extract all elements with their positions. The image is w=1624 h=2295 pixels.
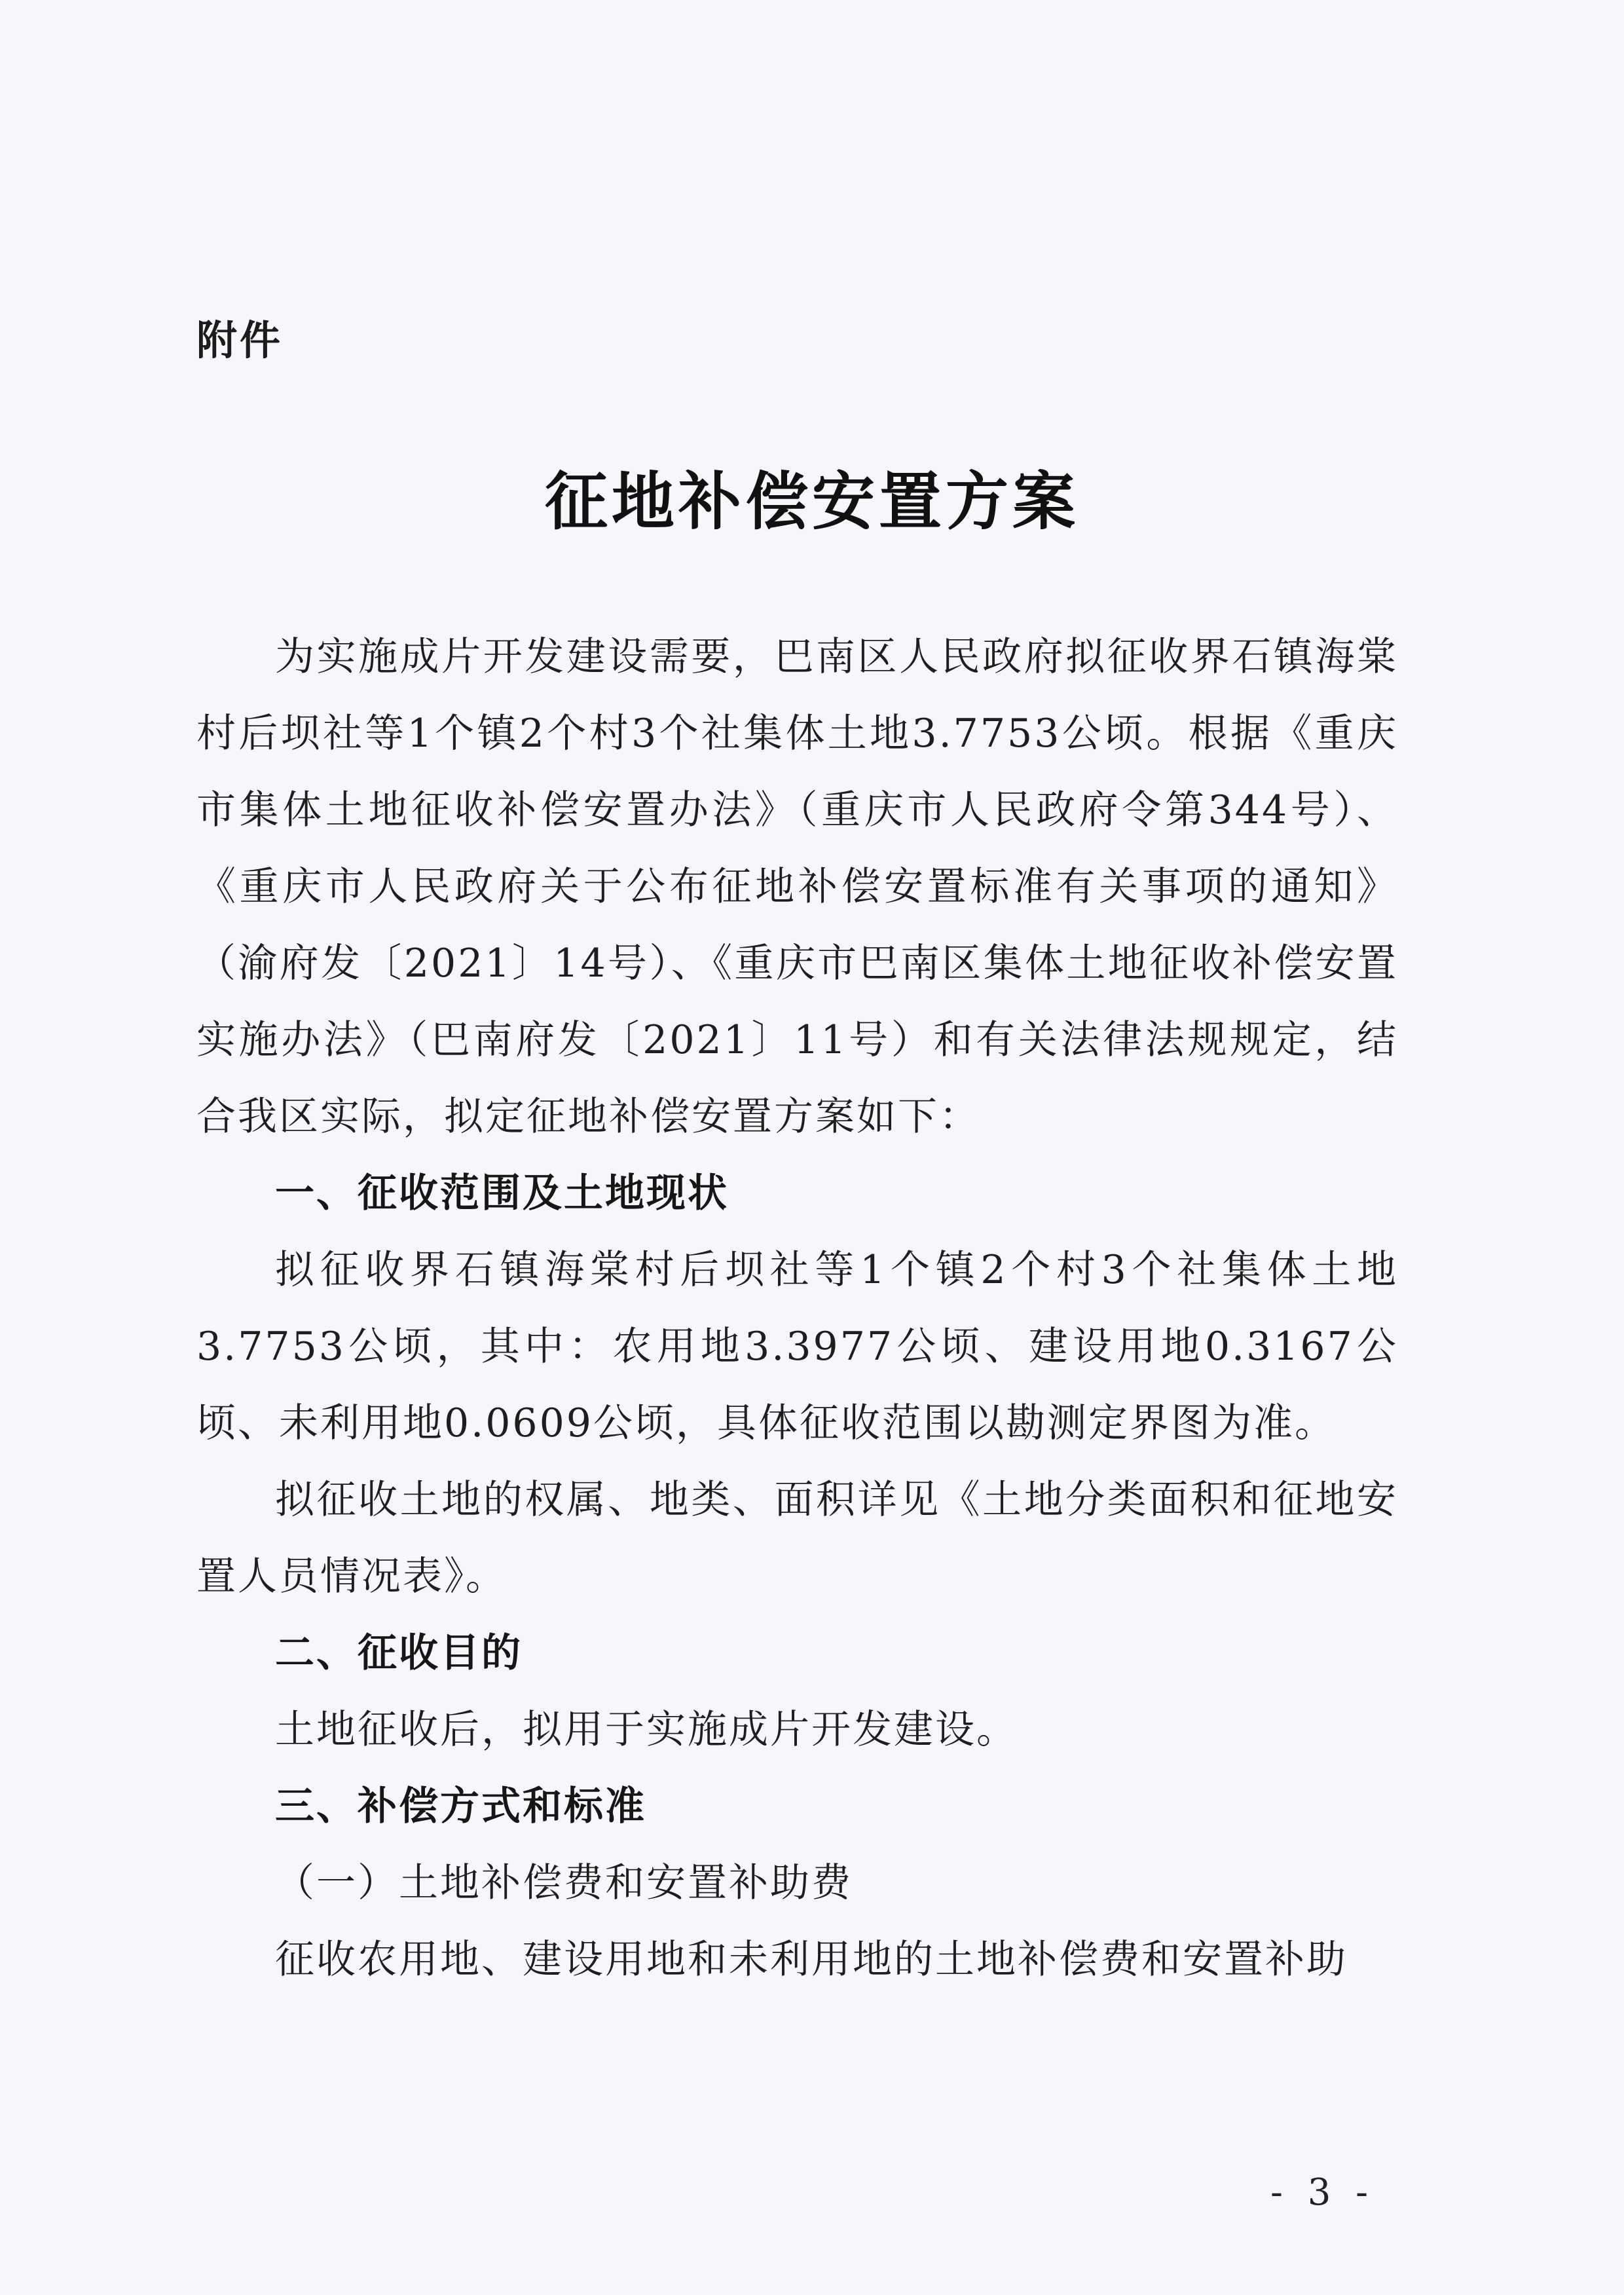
section-1-paragraph-2: 拟征收土地的权属、地类、面积详见《土地分类面积和征地安置人员情况表》。 [196, 1477, 1398, 1599]
section-3-paragraph-1: 征收农用地、建设用地和未利用地的土地补偿费和安置补助 [275, 1937, 1348, 1983]
section-3-heading: 三、补偿方式和标准 [275, 1783, 646, 1829]
section-2-heading: 二、征收目的 [275, 1630, 523, 1676]
page-number: - 3 - [1270, 2171, 1375, 2214]
document-title: 征地补偿安置方案 [545, 464, 1079, 538]
section-1-paragraph-1: 拟征收界石镇海棠村后坝社等1个镇2个村3个社集体土地3.7753公顷，其中：农用地3.3977公顷、建设用地0.3167公顷、未利用地0.0609公顷，具体征收范围以勘测定界图为准。 [196, 1247, 1398, 1446]
intro-paragraph: 为实施成片开发建设需要，巴南区人民政府拟征收界石镇海棠村后坝社等1个镇2个村3个社集体土地3.7753公顷。根据《重庆市集体土地征收补偿安置办法》（重庆市人民政府令第344号）、《重庆市人民政府关于公布征地补偿安置标准有关事项的通知》（渝府发〔2021〕14号）、《重庆市巴南区集体土地征收补偿安置实施办法》（巴南府发〔2021〕11号）和有关法律法规规定，结合我区实际，拟定征地补偿安置方案如下： [196, 634, 1398, 1140]
attachment-label: 附件 [196, 316, 284, 364]
section-1-heading: 一、征收范围及土地现状 [275, 1170, 729, 1216]
section-3-subheading-1: （一）土地补偿费和安置补助费 [275, 1860, 853, 1906]
document-body [196, 619, 1398, 1998]
section-2-paragraph-1: 土地征收后，拟用于实施成片开发建设。 [275, 1707, 1018, 1753]
